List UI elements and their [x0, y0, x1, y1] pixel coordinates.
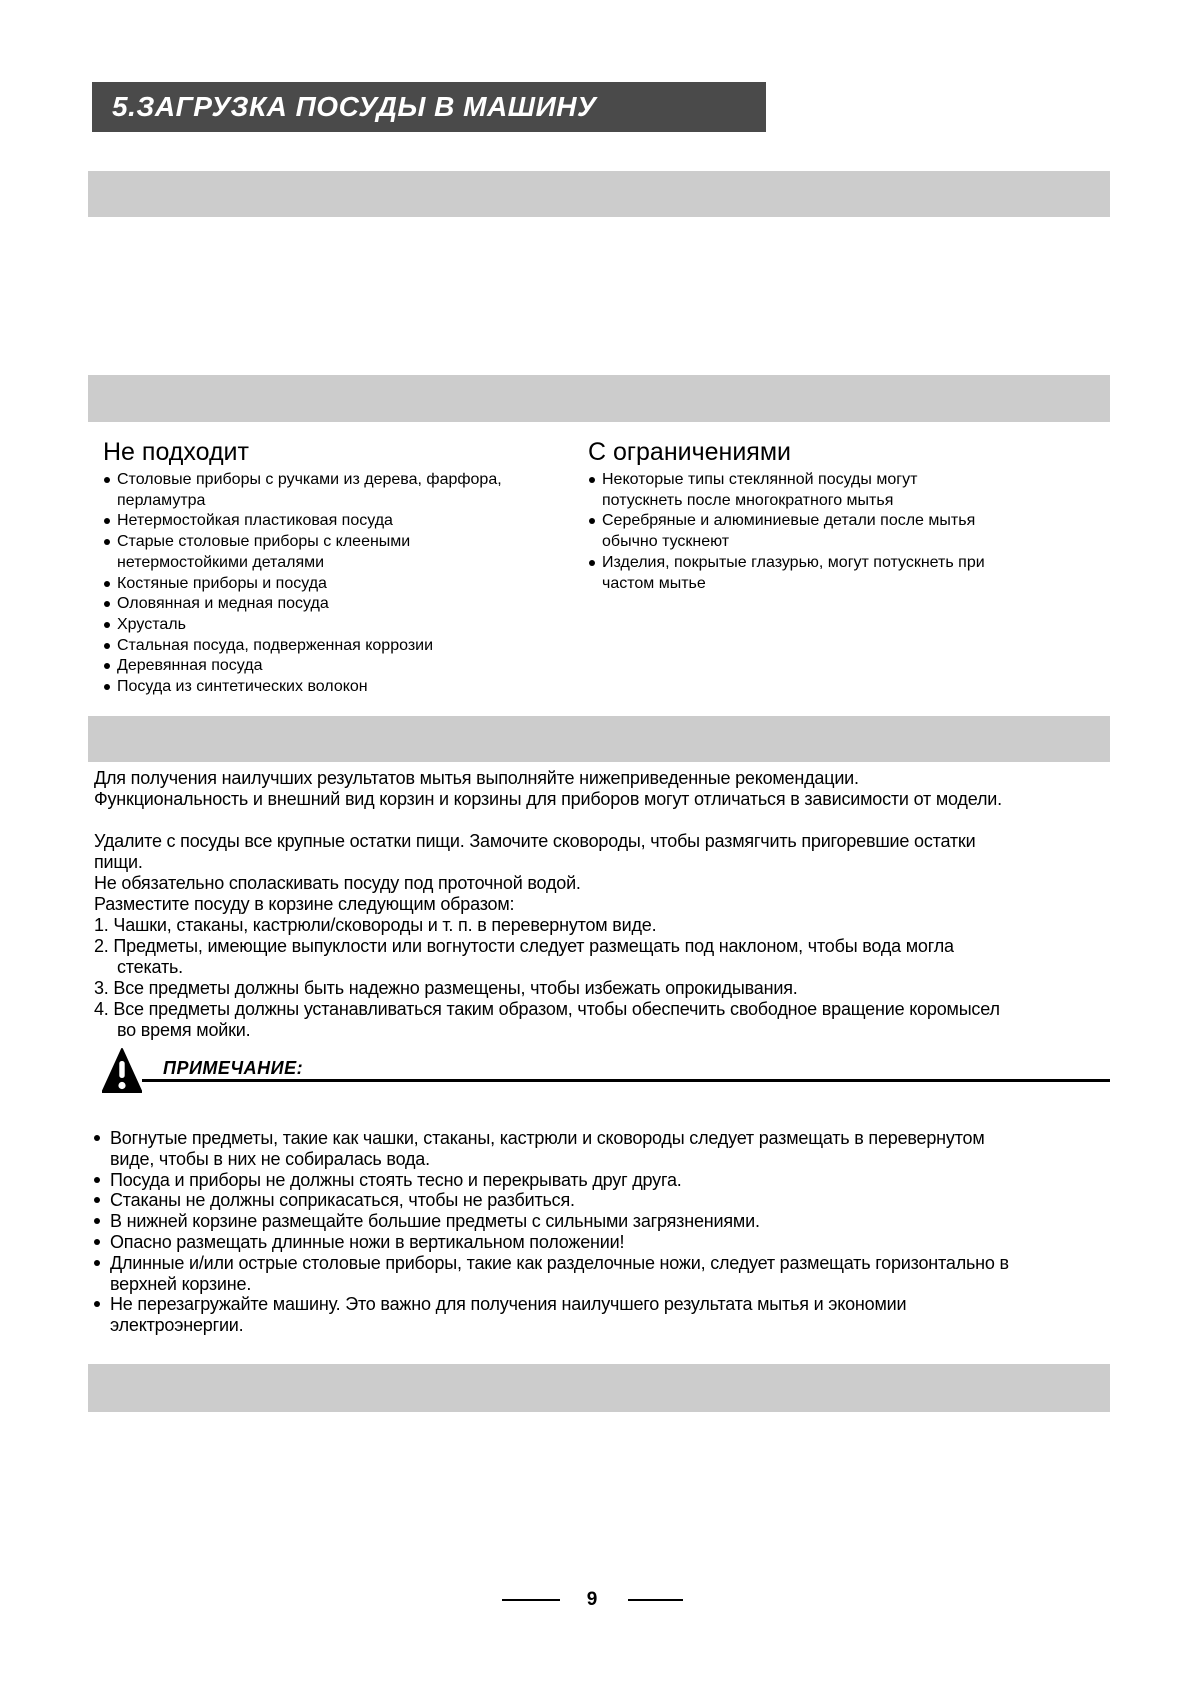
intro-paragraph [94, 768, 1002, 810]
list-item [588, 511, 1108, 552]
paragraph-line: Удалите с посуды все крупные остатки пищи. Замочите сковороды, чтобы размягчить пригоревшие остатки [94, 831, 976, 851]
bullet-dot-icon [104, 663, 110, 669]
list-item [103, 511, 573, 532]
bullet-dot-icon [104, 581, 110, 587]
list-item [103, 656, 573, 677]
instructions-paragraph [94, 831, 1000, 1041]
paragraph-line: Не обязательно споласкивать посуду под проточной водой. [94, 873, 581, 893]
placeholder-bar-top [88, 171, 1110, 217]
list-item [103, 574, 573, 595]
bullet-dot-icon [589, 560, 595, 566]
list-item-line: потускнеть после многократного мытья [602, 491, 894, 509]
list-item-line: Опасно размещать длинные ножи в вертикальном положении! [110, 1231, 625, 1252]
list-item [103, 594, 573, 615]
list-item-line: Столовые приборы с ручками из дерева, фарфора, [117, 471, 502, 488]
list-item [103, 677, 573, 698]
section-title: 5.ЗАГРУЗКА ПОСУДЫ В МАШИНУ [112, 91, 597, 122]
list-item-line: Вогнутые предметы, такие как чашки, стаканы, кастрюли и сковороды следует размещать в перевернутом [110, 1128, 985, 1148]
section-title-bar [92, 82, 766, 132]
list-item-line: Посуда и приборы не должны стоять тесно и перекрывать друг друга. [110, 1169, 682, 1190]
bullet-dot-icon [104, 684, 110, 690]
list-item-line: Посуда из синтетических волокон [117, 678, 368, 696]
note-underline-rule [142, 1079, 1110, 1082]
bullet-dot-icon [94, 1135, 100, 1141]
list-item [103, 615, 573, 636]
bullet-dot-icon [94, 1260, 100, 1266]
list-item-line: виде, чтобы в них не собиралась вода. [110, 1148, 430, 1169]
column-heading: С ограничениями [588, 438, 791, 466]
placeholder-bar-bottom [88, 1364, 1110, 1412]
paragraph-line: пищи. [94, 852, 143, 872]
list-item-line: частом мытье [602, 574, 706, 592]
bullet-dot-icon [104, 477, 110, 483]
list-item [103, 470, 573, 511]
warning-triangle-icon [102, 1048, 142, 1094]
numbered-step: 4. Все предметы должны устанавливаться таким образом, чтобы обеспечить свободное вращение коромысел [94, 999, 1000, 1019]
list-item-line: Старые столовые приборы с клееными [117, 533, 411, 551]
page-footer [0, 1586, 1190, 1616]
column-heading: Не подходит [103, 438, 249, 466]
bullet-dot-icon [104, 601, 110, 607]
list-item-line: Костяные приборы и посуда [117, 574, 327, 592]
list-item-line: Не перезагружайте машину. Это важно для получения наилучшего результата мытья и экономии [110, 1294, 907, 1315]
list-item [103, 532, 573, 573]
numbered-step: 1. Чашки, стаканы, кастрюли/сковороды и т. п. в перевернутом виде. [94, 915, 657, 935]
list-item [93, 1211, 1009, 1232]
footer-rule-right [628, 1599, 683, 1601]
numbered-step-continuation: стекать. [117, 957, 183, 977]
list-item-line: Нетермостойкая пластиковая посуда [117, 512, 393, 530]
note-label: ПРИМЕЧАНИЕ: [163, 1058, 304, 1078]
list-item-line: Стаканы не должны соприкасаться, чтобы не разбиться. [110, 1190, 575, 1211]
paragraph-line: Для получения наилучших результатов мытья выполняйте нижеприведенные рекомендации. [94, 768, 859, 788]
bullet-dot-icon [589, 518, 595, 524]
list-item [93, 1232, 1009, 1253]
footer-page-number: 9 [586, 1589, 598, 1610]
list-item [588, 553, 1108, 594]
bullet-dot-icon [104, 539, 110, 545]
bullet-dot-icon [94, 1197, 100, 1203]
numbered-step: 2. Предметы, имеющие выпуклости или вогнутости следует размещать под наклоном, чтобы вода могла [94, 936, 954, 956]
placeholder-bar-middle [88, 375, 1110, 422]
bullet-dot-icon [94, 1301, 100, 1307]
list-item [93, 1128, 1009, 1170]
placeholder-bar-lower-middle [88, 716, 1110, 762]
bullet-dot-icon [104, 643, 110, 649]
bullet-dot-icon [104, 518, 110, 524]
list-item-line: нетермостойкими деталями [117, 553, 325, 571]
list-item-line: Некоторые типы стеклянной посуды могут [602, 471, 918, 488]
paragraph-line: Разместите посуду в корзине следующим образом: [94, 894, 515, 914]
footer-rule-left [502, 1599, 560, 1601]
list-item-line: Длинные и/или острые столовые приборы, такие как разделочные ножи, следует размещать горизонтально в [110, 1252, 1009, 1273]
note-bullet-list [93, 1128, 1009, 1336]
list-item-line: обычно тускнеют [602, 533, 730, 551]
list-item [103, 636, 573, 657]
bullet-list [103, 470, 573, 698]
paragraph-line: Функциональность и внешний вид корзин и корзины для приборов могут отличаться в зависимости от модели. [94, 789, 1002, 809]
list-item-line: Оловянная и медная посуда [117, 595, 329, 613]
list-item-line: Деревянная посуда [117, 657, 263, 675]
list-item [93, 1253, 1009, 1295]
numbered-step: 3. Все предметы должны быть надежно размещены, чтобы избежать опрокидывания. [94, 978, 798, 998]
list-item-line: Хрусталь [117, 615, 186, 633]
list-item [588, 470, 1108, 511]
list-item-line: электроэнергии. [110, 1315, 244, 1336]
column-not-suitable [103, 438, 573, 698]
list-item-line: В нижней корзине размещайте большие предметы с сильными загрязнениями. [110, 1211, 760, 1232]
bullet-dot-icon [94, 1177, 100, 1183]
list-item-line: Стальная посуда, подверженная коррозии [117, 636, 434, 654]
list-item-line: верхней корзине. [110, 1273, 252, 1294]
list-item-line: Изделия, покрытые глазурью, могут потускнеть при [602, 553, 985, 571]
list-item-line: Серебряные и алюминиевые детали после мытья [602, 512, 976, 530]
bullet-dot-icon [104, 622, 110, 628]
list-item [93, 1190, 1009, 1211]
column-with-limitations [588, 438, 1108, 594]
list-item [93, 1294, 1009, 1336]
bullet-list [588, 470, 1108, 594]
bullet-dot-icon [94, 1218, 100, 1224]
bullet-dot-icon [94, 1239, 100, 1245]
list-item [93, 1170, 1009, 1191]
bullet-dot-icon [589, 477, 595, 483]
numbered-step-continuation: во время мойки. [117, 1020, 251, 1040]
list-item-line: перламутра [117, 491, 206, 509]
